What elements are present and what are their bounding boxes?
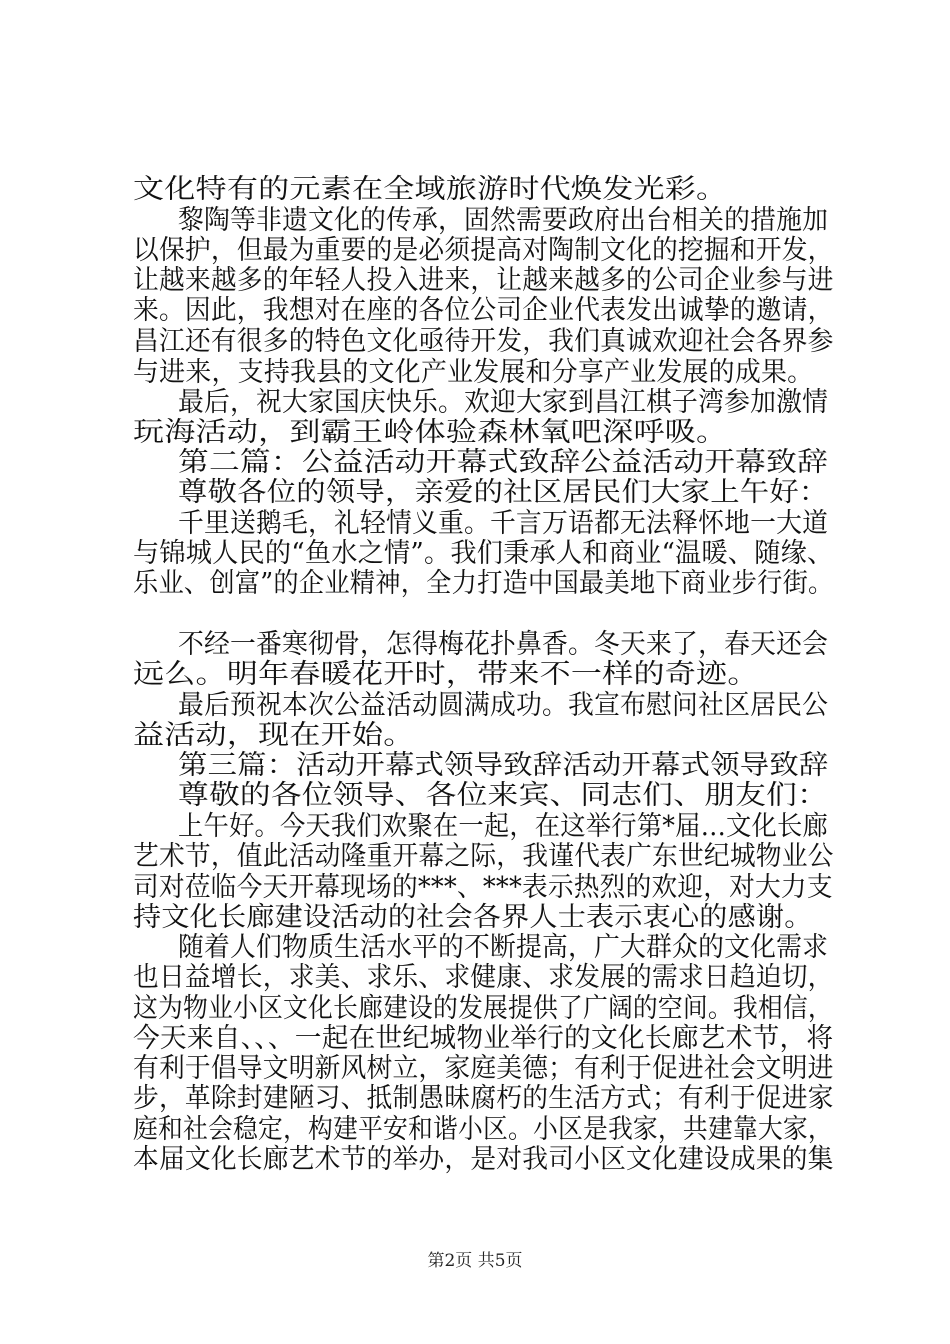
- text-line: 以保护，但最为重要的是必须提高对陶制文化的挖掘和开发，: [133, 235, 834, 266]
- text-line: 今天来自、、、一起在世纪城物业举行的文化长廊艺术节，将: [133, 1023, 834, 1054]
- text-line: 本届文化长廊艺术节的举办，是对我司小区文化建设成果的集: [133, 1144, 834, 1175]
- text-line: 上午好。今天我们欢聚在一起，在这举行第*届…文化长廊: [178, 811, 828, 842]
- text-line: 文化特有的元素在全域旅游时代焕发光彩。: [133, 174, 728, 205]
- text-line: 不经一番寒彻骨，怎得梅花扑鼻香。冬天来了，春天还会: [178, 629, 829, 660]
- text-line: 让越来越多的年轻人投入进来，让越来越多的公司企业参与进: [133, 265, 834, 296]
- text-line: 黎陶等非遗文化的传承，固然需要政府出台相关的措施加: [178, 205, 829, 236]
- text-line: 有利于倡导文明新风树立，家庭美德；有利于促进社会文明进: [133, 1053, 834, 1084]
- section-heading: 第二篇：公益活动开幕式致辞公益活动开幕致辞: [178, 447, 829, 478]
- section-heading: 第三篇：活动开幕式领导致辞活动开幕式领导致辞: [178, 750, 829, 781]
- text-line: 益活动，现在开始。: [133, 720, 415, 751]
- text-line: 千里送鹅毛，礼轻情义重。千言万语都无法释怀地一大道: [178, 508, 829, 539]
- text-line: 来。因此，我想对在座的各位公司企业代表发出诚挚的邀请，: [133, 295, 834, 326]
- text-line: 持文化长廊建设活动的社会各界人士表示衷心的感谢。: [133, 902, 813, 933]
- text-line: 艺术节，值此活动隆重开幕之际，我谨代表广东世纪城物业公: [133, 841, 834, 872]
- page-number: 第2页 共5页: [427, 1251, 523, 1271]
- text-line: 远么。明年春暖花开时，带来不一样的奇迹。: [133, 659, 759, 690]
- text-line: 也日益增长，求美、求乐、求健康、求发展的需求日趋迫切，: [133, 962, 834, 993]
- text-line: 步，革除封建陋习、抵制愚昧腐朽的生活方式；有利于促进家: [133, 1083, 834, 1114]
- text-line: 玩海活动，到霸王岭体验森林氧吧深呼吸。: [133, 417, 728, 448]
- text-line: 与锦城人民的“鱼水之情”。我们秉承人和商业“温暖、随缘、: [133, 538, 834, 569]
- text-line: 昌江还有很多的特色文化亟待开发，我们真诚欢迎社会各界参: [133, 326, 834, 357]
- text-line: 尊敬各位的领导，亲爱的社区居民们大家上午好：: [178, 477, 829, 508]
- text-line: 最后，祝大家国庆快乐。欢迎大家到昌江棋子湾参加激情: [178, 387, 829, 418]
- text-line: 随着人们物质生活水平的不断提高，广大群众的文化需求: [178, 932, 829, 963]
- text-line: 庭和社会稳定，构建平安和谐小区。小区是我家，共建靠大家，: [133, 1114, 833, 1145]
- text-line: 司对莅临今天开幕现场的***、***表示热烈的欢迎，对大力支: [133, 872, 833, 903]
- text-line: 最后预祝本次公益活动圆满成功。我宣布慰问社区居民公: [178, 690, 829, 721]
- text-line: 这为物业小区文化长廊建设的发展提供了广阔的空间。我相信，: [133, 993, 833, 1024]
- text-line: 乐业、创富”的企业精神，全力打造中国最美地下商业步行街。: [133, 568, 834, 599]
- text-line: 尊敬的各位领导、各位来宾、同志们、朋友们：: [178, 780, 829, 811]
- text-line: 与进来，支持我县的文化产业发展和分享产业发展的成果。: [133, 357, 814, 388]
